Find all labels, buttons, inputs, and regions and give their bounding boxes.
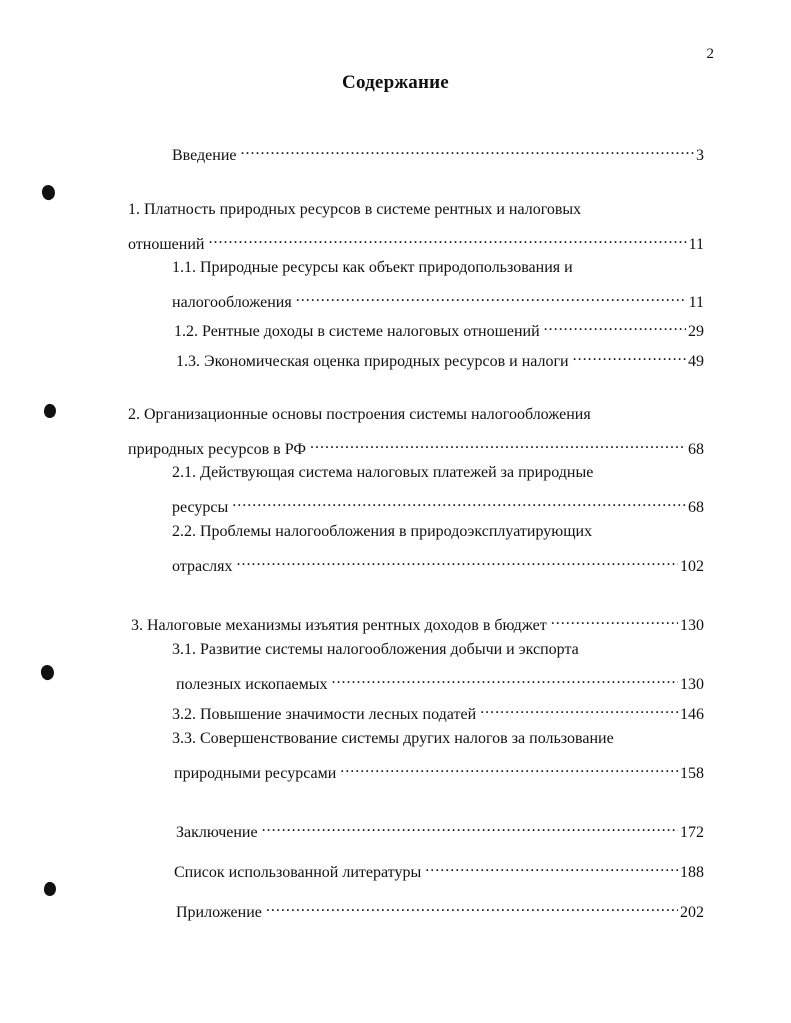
dot-leader: [262, 817, 678, 837]
toc-entry-bibliography[interactable]: [174, 857, 704, 883]
toc-section-2-2-title[interactable]: 2.2. Проблемы налогообложения в природоэксплуатирующих: [172, 523, 593, 540]
toc-entry-label: природных ресурсов в РФ: [128, 441, 306, 458]
toc-entry-page: 102: [680, 558, 704, 575]
toc-entry-page: 49: [688, 353, 704, 370]
toc-entry-page: 68: [688, 499, 704, 516]
dot-leader: [296, 287, 687, 307]
toc-entry-label: 3.2. Повышение значимости лесных податей: [172, 706, 477, 723]
toc-entry-chapter-2[interactable]: [128, 434, 704, 460]
dot-leader: [237, 551, 678, 571]
toc-entry-page: 172: [680, 824, 704, 841]
toc-entry-intro[interactable]: [172, 140, 704, 166]
toc-entry-label: природными ресурсами: [174, 765, 337, 782]
dot-leader: [340, 758, 678, 778]
toc-entry-label: налогообложения: [172, 294, 292, 311]
binder-hole-mark: [43, 881, 58, 897]
toc-entry-label: Заключение: [176, 824, 258, 841]
toc-entry-page: 188: [680, 864, 704, 881]
toc-entry-label: 1.2. Рентные доходы в системе налоговых отношений: [174, 323, 540, 340]
toc-entry-section-1-2[interactable]: [174, 316, 704, 342]
toc-chapter-1-title[interactable]: 1. Платность природных ресурсов в системе рентных и налоговых: [128, 201, 582, 218]
toc-entry-appendix[interactable]: [176, 897, 704, 923]
toc-entry-page: 202: [680, 904, 704, 921]
toc-entry-label: 1.3. Экономическая оценка природных ресурсов и налоги: [176, 353, 569, 370]
page-number: 2: [706, 46, 714, 62]
page-title: Содержание: [342, 72, 449, 93]
toc-entry-page: 130: [680, 676, 704, 693]
toc-entry-page: 11: [688, 236, 704, 253]
dot-leader: [551, 610, 678, 630]
dot-leader: [573, 346, 686, 366]
dot-leader: [480, 699, 678, 719]
dot-leader: [544, 316, 686, 336]
toc-entry-label: отраслях: [172, 558, 233, 575]
toc-entry-page: 11: [688, 294, 704, 311]
binder-hole-mark: [43, 403, 58, 419]
toc-entry-label: ресурсы: [172, 499, 229, 516]
toc-entry-page: 146: [680, 706, 704, 723]
toc-entry-section-3-1[interactable]: [176, 669, 704, 695]
toc-entry-section-1-1[interactable]: [172, 287, 704, 313]
toc-entry-label: Список использованной литературы: [174, 864, 422, 881]
dot-leader: [425, 857, 678, 877]
toc-section-1-1-title[interactable]: 1.1. Природные ресурсы как объект природопользования и: [172, 259, 573, 276]
toc-entry-chapter-1[interactable]: [128, 229, 704, 255]
binder-hole-mark: [40, 183, 57, 201]
toc-section-3-3-title[interactable]: 3.3. Совершенствование системы других налогов за пользование: [172, 730, 614, 747]
toc-entry-section-3-3[interactable]: [174, 758, 704, 784]
dot-leader: [208, 229, 686, 249]
dot-leader: [232, 492, 686, 512]
toc-entry-label: 3. Налоговые механизмы изъятия рентных доходов в бюджет: [131, 617, 547, 634]
toc-entry-conclusion[interactable]: [176, 817, 704, 843]
toc-chapter-2-title[interactable]: 2. Организационные основы построения системы налогообложения: [128, 406, 591, 423]
toc-entry-label: Введение: [172, 147, 237, 164]
toc-entry-label: отношений: [128, 236, 205, 253]
toc-section-3-1-title[interactable]: 3.1. Развитие системы налогообложения добычи и экспорта: [172, 641, 579, 658]
dot-leader: [310, 434, 686, 454]
dot-leader: [241, 140, 695, 160]
toc-entry-section-2-1[interactable]: [172, 492, 704, 518]
binder-hole-mark: [39, 663, 56, 681]
toc-entry-page: 130: [680, 617, 704, 634]
toc-entry-page: 68: [688, 441, 704, 458]
toc-entry-section-1-3[interactable]: [176, 346, 704, 372]
toc-section-2-1-title[interactable]: 2.1. Действующая система налоговых платежей за природные: [172, 464, 594, 481]
toc-entry-page: 158: [680, 765, 704, 782]
toc-entry-label: Приложение: [176, 904, 262, 921]
toc-entry-chapter-3[interactable]: [131, 610, 704, 636]
toc-entry-section-3-2[interactable]: [172, 699, 704, 725]
toc-entry-page: 3: [696, 147, 704, 164]
dot-leader: [266, 897, 678, 917]
dot-leader: [332, 669, 678, 689]
toc-entry-label: полезных ископаемых: [176, 676, 328, 693]
toc-entry-section-2-2[interactable]: [172, 551, 704, 577]
toc-entry-page: 29: [688, 323, 704, 340]
